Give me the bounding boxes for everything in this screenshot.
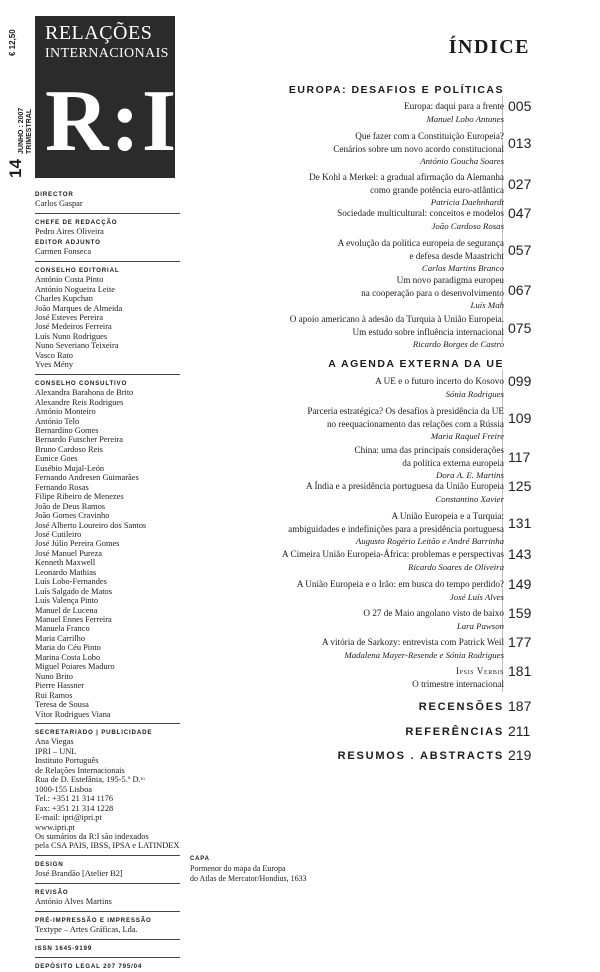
secretariat-line: 1000-155 Lisboa bbox=[35, 784, 92, 794]
toc-entry bbox=[375, 375, 504, 400]
divider bbox=[35, 855, 180, 856]
chief-editor: Pedro Aires Oliveira bbox=[35, 227, 104, 237]
list-item: Alexandra Barahona de Brito bbox=[35, 388, 134, 398]
entry-author: João Cardoso Rosas bbox=[431, 220, 504, 231]
list-item: Luís Valença Pinto bbox=[35, 596, 99, 606]
list-item: António Monteiro bbox=[35, 407, 96, 417]
issn: ISSN 1645-9199 bbox=[35, 944, 92, 952]
entry-author: Ricardo Borges de Castro bbox=[412, 339, 504, 349]
page-number: 187 bbox=[508, 698, 532, 714]
list-item: Kenneth Maxwell bbox=[35, 558, 96, 568]
divider bbox=[35, 374, 180, 375]
entry-title: A União Europeia e o Irão: em busca do tempo perdido? bbox=[296, 579, 504, 589]
list-item: José Júlio Pereira Gomes bbox=[35, 539, 120, 549]
page-number: 099 bbox=[508, 373, 532, 389]
entry-title: A Cimeira União Europeia-África: problemas e perspectivas bbox=[282, 549, 504, 559]
entry-title: Um estudo sobre influência internacional bbox=[352, 326, 504, 337]
list-item: Manuela Franco bbox=[35, 624, 90, 634]
price: € 12,50 bbox=[8, 29, 17, 56]
editorial-board-label: CONSELHO EDITORIAL bbox=[35, 266, 120, 274]
divider bbox=[35, 939, 180, 940]
list-item: José Manuel Pureza bbox=[35, 548, 102, 558]
list-item: Leonardo Mathias bbox=[35, 567, 97, 577]
chief-editor-label: CHEFE DE REDACÇÃO bbox=[35, 218, 118, 226]
page-number: 005 bbox=[508, 98, 532, 114]
page-number: 075 bbox=[508, 320, 532, 336]
secretariat-line: IPRI – UNL bbox=[35, 746, 77, 756]
list-item: Miguel Poiares Maduro bbox=[35, 662, 115, 672]
secretariat-line: www.ipri.pt bbox=[35, 822, 75, 832]
toc-entry bbox=[404, 100, 504, 125]
print-credit: Textype – Artes Gráficas, Lda. bbox=[35, 925, 138, 935]
entry-author: Carlos Martins Branco bbox=[421, 263, 504, 273]
page-number: 117 bbox=[508, 449, 531, 465]
secretariat-line: de Relações Internacionais bbox=[35, 765, 125, 775]
toc-entry bbox=[333, 130, 504, 167]
entry-author: Lara Pawson bbox=[456, 620, 504, 631]
secretariat-line: Fax: +351 21 314 1228 bbox=[35, 803, 114, 813]
toc-entry bbox=[306, 480, 504, 505]
entry-author: Constantino Xavier bbox=[435, 493, 504, 504]
entry-author: Manuel Lobo Antunes bbox=[426, 113, 504, 124]
list-item: Alexandre Reis Rodrigues bbox=[35, 397, 124, 407]
references-heading: REFERÊNCIAS bbox=[405, 726, 504, 738]
list-item: Manuel de Lucena bbox=[35, 605, 98, 615]
toc-entry bbox=[322, 636, 504, 661]
page-number: 027 bbox=[508, 176, 532, 192]
entry-author: Ricardo Soares de Oliveira bbox=[408, 561, 504, 572]
list-item: Pierre Hassner bbox=[35, 681, 85, 691]
legal-deposit: DEPÓSITO LEGAL 207 795/04 bbox=[35, 963, 143, 971]
secretariat-block bbox=[35, 737, 180, 850]
list-item: António Nogueira Leite bbox=[35, 284, 116, 294]
secretariat-label: SECRETARIADO | PUBLICIDADE bbox=[35, 729, 153, 737]
list-item: Vítor Rodrigues Viana bbox=[35, 709, 111, 719]
design-credit: José Brandão [Atelier B2] bbox=[35, 869, 123, 879]
print-label: PRÉ-IMPRESSÃO E IMPRESSÃO bbox=[35, 916, 152, 924]
list-item: José Cutileiro bbox=[35, 529, 82, 539]
toc-entry bbox=[338, 237, 504, 274]
entry-author: Patricia Daehnhardt bbox=[430, 197, 504, 207]
section-heading: A AGENDA EXTERNA DA UE bbox=[328, 358, 504, 370]
list-item: Teresa de Sousa bbox=[35, 700, 89, 710]
toc-entry bbox=[354, 444, 504, 481]
director-label: DIRECTOR bbox=[35, 191, 74, 198]
list-item: Filipe Ribeiro de Menezes bbox=[35, 492, 124, 502]
entry-author: José Luís Alves bbox=[449, 591, 504, 602]
list-item: Eusébio Mujal-León bbox=[35, 463, 105, 473]
entry-title: ambiguidades e indefinições para a presidência portuguesa bbox=[288, 523, 504, 534]
entry-title: e defesa desde Maastricht bbox=[409, 250, 504, 261]
list-item: Marina Costa Lobo bbox=[35, 652, 101, 662]
entry-title: Ipsis Verbis bbox=[455, 666, 504, 676]
cover-caption-line: do Atlas de Mercator/Hondius, 1633 bbox=[190, 874, 307, 883]
logo-line-1: RELAÇÕES bbox=[45, 22, 153, 44]
list-item: João Marques de Almeida bbox=[35, 303, 123, 313]
list-item: Luís Lobo-Fernandes bbox=[35, 577, 107, 587]
page-number: 125 bbox=[508, 478, 532, 494]
logo-mark: R:I bbox=[45, 73, 179, 170]
entry-title: da política externa europeia bbox=[402, 457, 504, 468]
entry-title: A União Europeia e a Turquia: bbox=[391, 511, 504, 521]
section-heading: EUROPA: DESAFIOS E POLÍTICAS bbox=[288, 84, 504, 96]
list-item: Bruno Cardoso Reis bbox=[35, 444, 103, 454]
list-item: Vasco Rato bbox=[35, 350, 73, 360]
entry-title: China: uma das principais considerações bbox=[354, 445, 504, 455]
toc-entry bbox=[288, 510, 504, 547]
page-number: 047 bbox=[508, 205, 532, 221]
design-label: DESIGN bbox=[35, 860, 64, 868]
list-item: Maria do Céu Pinto bbox=[35, 643, 101, 653]
divider bbox=[35, 911, 180, 912]
logo-line-2: INTERNACIONAIS bbox=[45, 46, 169, 61]
list-item: Luís Salgado de Matos bbox=[35, 586, 112, 596]
deputy-editor-label: EDITOR ADJUNTO bbox=[35, 238, 101, 246]
list-item: João Gomes Cravinho bbox=[35, 511, 110, 521]
masthead bbox=[35, 186, 180, 972]
advisory-board-list bbox=[35, 388, 180, 719]
deputy-editor: Carmen Fonseca bbox=[35, 247, 92, 257]
divider bbox=[35, 261, 180, 262]
frequency: TRIMESTRAL bbox=[26, 108, 33, 154]
entry-title: como grande potência euro-atlântica bbox=[370, 184, 504, 195]
page-number: 177 bbox=[508, 634, 532, 650]
entry-title: O 27 de Maio angolano visto de baixo bbox=[363, 608, 504, 618]
page-number: 013 bbox=[508, 135, 532, 151]
abstracts-heading: RESUMOS . ABSTRACTS bbox=[337, 750, 504, 762]
reviews-heading: RECENSÕES bbox=[418, 701, 504, 713]
cover-caption-label: CAPA bbox=[190, 856, 210, 862]
entry-title: Que fazer com a Constituição Europeia? bbox=[355, 131, 504, 141]
list-item: Bernardino Gomes bbox=[35, 425, 99, 435]
entry-author: António Goucha Soares bbox=[420, 156, 504, 166]
entry-title: Cenários sobre um novo acordo constitucional bbox=[333, 143, 504, 154]
revision-label: REVISÃO bbox=[35, 888, 69, 896]
cover-caption bbox=[190, 854, 307, 884]
index-title: ÍNDICE bbox=[448, 36, 530, 58]
secretariat-line: E-mail: ipri@ipri.pt bbox=[35, 813, 102, 823]
page-number: 181 bbox=[508, 663, 532, 679]
secretariat-line: Rua de D. Estefânia, 195-5.º D.ᵗᵒ bbox=[35, 775, 145, 785]
list-item: Bernardo Futscher Pereira bbox=[35, 435, 123, 445]
cover-caption-line: Pormenor do mapa da Europa bbox=[190, 864, 286, 873]
list-item: Luís Nuno Rodrigues bbox=[35, 331, 108, 341]
list-item: Nuno Brito bbox=[35, 671, 73, 681]
issue-number: 14 bbox=[6, 159, 25, 178]
journal-logo bbox=[35, 16, 179, 178]
entry-subtitle: O trimestre internacional bbox=[412, 678, 504, 689]
entry-author: Augusto Rogério Leitão e André Barrinha bbox=[355, 536, 504, 546]
toc-entry bbox=[290, 313, 504, 350]
editorial-board-list bbox=[35, 275, 180, 370]
list-item: Manuel Ennes Ferreira bbox=[35, 615, 112, 625]
page-number: 057 bbox=[508, 242, 532, 258]
entry-title: no reequacionamento das relações com a Rússia bbox=[326, 418, 504, 429]
divider bbox=[35, 883, 180, 884]
toc-entry bbox=[361, 274, 504, 311]
list-item: João de Deus Ramos bbox=[35, 501, 106, 511]
toc-entry bbox=[309, 171, 504, 208]
secretariat-line: Os sumários da R:I são indexados bbox=[35, 832, 149, 841]
toc-entry bbox=[297, 578, 504, 603]
toc-entry bbox=[282, 548, 504, 573]
toc-entry bbox=[363, 607, 504, 632]
page-number: 149 bbox=[508, 576, 532, 592]
secretariat-line: Ana Viegas bbox=[35, 737, 74, 747]
divider bbox=[35, 957, 180, 958]
director: Carlos Gaspar bbox=[35, 199, 83, 209]
page-number: 219 bbox=[508, 747, 532, 763]
divider bbox=[35, 723, 180, 724]
entry-title: O apoio americano à adesão da Turquia à União Europeia. bbox=[289, 314, 504, 324]
page-number: 143 bbox=[508, 546, 532, 562]
secretariat-line: Tel.: +351 21 314 1176 bbox=[35, 794, 114, 804]
list-item: Yves Mény bbox=[35, 360, 74, 370]
toc-entry bbox=[307, 405, 504, 442]
list-item: Fernando Andresen Guimarães bbox=[35, 473, 139, 483]
entry-title: De Kohl a Merkel: a gradual afirmação da Alemanha bbox=[309, 172, 504, 182]
entry-author: Luís Mah bbox=[470, 300, 504, 310]
entry-author: Maria Raquel Freire bbox=[430, 431, 504, 441]
entry-title: Europa: daqui para a frente bbox=[404, 101, 504, 111]
list-item: Maria Carrilho bbox=[35, 633, 86, 643]
revision-credit: António Alves Martins bbox=[35, 897, 112, 907]
page-number: 131 bbox=[508, 515, 532, 531]
list-item: Nuno Severiano Teixeira bbox=[35, 341, 119, 351]
list-item: António Costa Pinto bbox=[35, 275, 104, 285]
issue-date: JUNHO : 2007 bbox=[18, 107, 25, 154]
list-item: José Medeiros Ferreira bbox=[35, 322, 112, 332]
list-item: José Esteves Pereira bbox=[35, 312, 103, 322]
entry-title: Parceria estratégica? Os desafios à presidência da UE bbox=[307, 406, 504, 416]
divider bbox=[35, 213, 180, 214]
toc-entry bbox=[412, 665, 504, 690]
spine bbox=[6, 16, 32, 191]
list-item: Rui Ramos bbox=[35, 690, 73, 700]
list-item: Eunice Goes bbox=[35, 454, 78, 464]
page-number: 067 bbox=[508, 282, 532, 298]
entry-title: A Índia e a presidência portuguesa da União Europeia bbox=[306, 481, 504, 491]
entry-title: A UE e o futuro incerto do Kosovo bbox=[375, 376, 504, 386]
entry-title: A evolução da política europeia de segurança bbox=[337, 238, 504, 248]
toc-entry bbox=[337, 207, 504, 232]
page-number: 211 bbox=[508, 723, 531, 739]
entry-title: na cooperação para o desenvolvimento bbox=[361, 287, 504, 298]
entry-author: Madalena Mayer-Resende e Sónia Rodrigues bbox=[344, 649, 504, 660]
entry-author: Dora A. E. Martins bbox=[435, 470, 504, 480]
secretariat-line: pela CSA PAIS, IBSS, IPSA e LATINDEX bbox=[35, 841, 180, 851]
entry-title: A vitória de Sarkozy: entrevista com Patrick Weil bbox=[321, 637, 504, 647]
list-item: Fernando Rosas bbox=[35, 482, 89, 492]
list-item: Charles Kupchan bbox=[35, 294, 93, 304]
page-number: 109 bbox=[508, 410, 532, 426]
advisory-board-label: CONSELHO CONSULTIVO bbox=[35, 379, 128, 387]
secretariat-line: Instituto Português bbox=[35, 756, 99, 766]
entry-title: Um novo paradigma europeu bbox=[396, 275, 504, 285]
entry-author: Sónia Rodrigues bbox=[445, 388, 504, 399]
list-item: José Alberto Loureiro dos Santos bbox=[35, 520, 147, 530]
entry-title: Sociedade multicultural: conceitos e modelos bbox=[337, 208, 504, 218]
list-item: António Telo bbox=[35, 416, 80, 426]
page-number: 159 bbox=[508, 605, 532, 621]
